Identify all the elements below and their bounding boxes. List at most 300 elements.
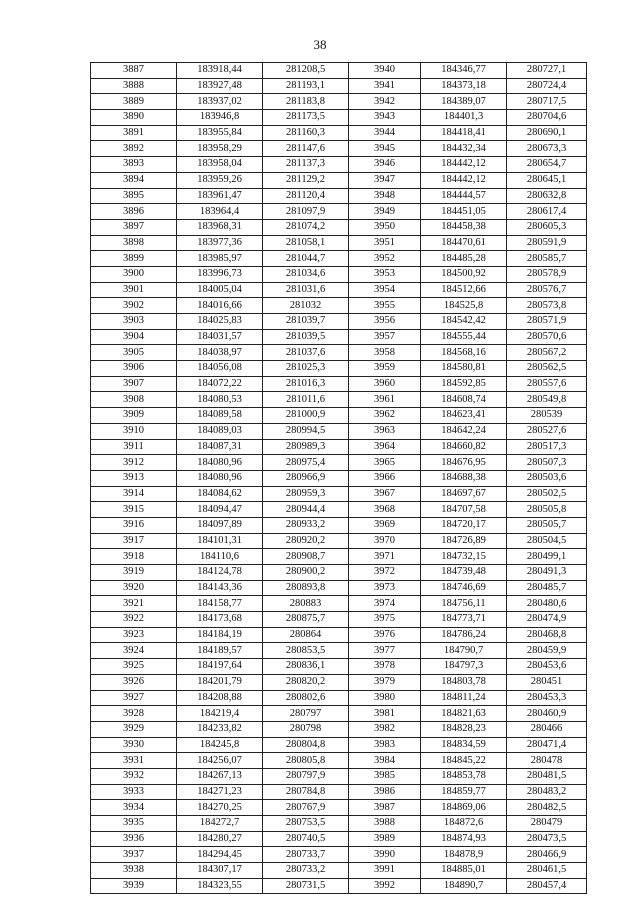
table-row <box>91 78 587 94</box>
x-coordinate-left: 184056,08 <box>177 361 263 377</box>
table-row <box>91 784 587 800</box>
y-coordinate-right: 280507,3 <box>507 455 587 471</box>
point-number-left: 3936 <box>91 831 177 847</box>
x-coordinate-left: 184025,83 <box>177 314 263 330</box>
table-row <box>91 612 587 628</box>
x-coordinate-left: 184097,89 <box>177 517 263 533</box>
x-coordinate-right: 184418,41 <box>421 125 507 141</box>
point-number-left: 3896 <box>91 204 177 220</box>
x-coordinate-right: 184707,58 <box>421 502 507 518</box>
y-coordinate-right: 280591,9 <box>507 235 587 251</box>
point-number-left: 3909 <box>91 408 177 424</box>
table-row <box>91 847 587 863</box>
x-coordinate-left: 183977,36 <box>177 235 263 251</box>
table-row <box>91 141 587 157</box>
x-coordinate-left: 184184,19 <box>177 627 263 643</box>
point-number-left: 3889 <box>91 94 177 110</box>
x-coordinate-right: 184470,61 <box>421 235 507 251</box>
x-coordinate-right: 184442,12 <box>421 157 507 173</box>
table-row <box>91 627 587 643</box>
y-coordinate-left: 281183,8 <box>263 94 349 110</box>
table-row <box>91 345 587 361</box>
x-coordinate-right: 184874,93 <box>421 831 507 847</box>
x-coordinate-left: 184089,03 <box>177 423 263 439</box>
point-number-right: 3948 <box>349 188 421 204</box>
point-number-left: 3897 <box>91 219 177 235</box>
point-number-left: 3917 <box>91 533 177 549</box>
table-row <box>91 298 587 314</box>
point-number-right: 3955 <box>349 298 421 314</box>
point-number-right: 3976 <box>349 627 421 643</box>
x-coordinate-right: 184828,23 <box>421 721 507 737</box>
y-coordinate-right: 280466 <box>507 721 587 737</box>
table-row <box>91 596 587 612</box>
x-coordinate-right: 184797,3 <box>421 659 507 675</box>
y-coordinate-left: 280989,3 <box>263 439 349 455</box>
table-row <box>91 721 587 737</box>
y-coordinate-left: 280767,9 <box>263 800 349 816</box>
x-coordinate-left: 184233,82 <box>177 721 263 737</box>
x-coordinate-left: 184143,36 <box>177 580 263 596</box>
x-coordinate-right: 184811,24 <box>421 690 507 706</box>
point-number-left: 3888 <box>91 78 177 94</box>
y-coordinate-right: 280474,9 <box>507 612 587 628</box>
table-row <box>91 878 587 894</box>
point-number-left: 3930 <box>91 737 177 753</box>
x-coordinate-right: 184444,57 <box>421 188 507 204</box>
y-coordinate-right: 280453,6 <box>507 659 587 675</box>
point-number-left: 3937 <box>91 847 177 863</box>
point-number-left: 3934 <box>91 800 177 816</box>
point-number-right: 3950 <box>349 219 421 235</box>
y-coordinate-left: 281034,6 <box>263 266 349 282</box>
y-coordinate-left: 280875,7 <box>263 612 349 628</box>
y-coordinate-right: 280539 <box>507 408 587 424</box>
x-coordinate-left: 184038,97 <box>177 345 263 361</box>
y-coordinate-right: 280562,5 <box>507 361 587 377</box>
point-number-right: 3980 <box>349 690 421 706</box>
y-coordinate-right: 280570,6 <box>507 329 587 345</box>
y-coordinate-left: 280933,2 <box>263 517 349 533</box>
x-coordinate-left: 184094,47 <box>177 502 263 518</box>
x-coordinate-right: 184608,74 <box>421 392 507 408</box>
y-coordinate-left: 280804,8 <box>263 737 349 753</box>
table-row <box>91 753 587 769</box>
table-row <box>91 502 587 518</box>
coordinates-table-body <box>91 63 587 894</box>
point-number-right: 3965 <box>349 455 421 471</box>
table-row <box>91 643 587 659</box>
x-coordinate-right: 184756,11 <box>421 596 507 612</box>
y-coordinate-right: 280654,7 <box>507 157 587 173</box>
point-number-right: 3940 <box>349 63 421 79</box>
point-number-right: 3949 <box>349 204 421 220</box>
y-coordinate-left: 281173,5 <box>263 110 349 126</box>
y-coordinate-right: 280478 <box>507 753 587 769</box>
y-coordinate-left: 280733,7 <box>263 847 349 863</box>
point-number-left: 3898 <box>91 235 177 251</box>
point-number-left: 3902 <box>91 298 177 314</box>
y-coordinate-left: 281193,1 <box>263 78 349 94</box>
x-coordinate-right: 184739,48 <box>421 565 507 581</box>
x-coordinate-left: 183985,97 <box>177 251 263 267</box>
y-coordinate-left: 280797,9 <box>263 768 349 784</box>
table-row <box>91 376 587 392</box>
y-coordinate-right: 280461,5 <box>507 863 587 879</box>
point-number-right: 3992 <box>349 878 421 894</box>
x-coordinate-left: 183959,26 <box>177 172 263 188</box>
table-row <box>91 863 587 879</box>
table-row <box>91 831 587 847</box>
point-number-right: 3988 <box>349 816 421 832</box>
y-coordinate-left: 281039,5 <box>263 329 349 345</box>
x-coordinate-left: 184197,64 <box>177 659 263 675</box>
point-number-right: 3975 <box>349 612 421 628</box>
table-row <box>91 423 587 439</box>
table-row <box>91 816 587 832</box>
y-coordinate-left: 281039,7 <box>263 314 349 330</box>
x-coordinate-left: 184110,6 <box>177 549 263 565</box>
y-coordinate-left: 280864 <box>263 627 349 643</box>
y-coordinate-right: 280482,5 <box>507 800 587 816</box>
y-coordinate-right: 280468,8 <box>507 627 587 643</box>
point-number-right: 3941 <box>349 78 421 94</box>
y-coordinate-right: 280573,8 <box>507 298 587 314</box>
point-number-right: 3962 <box>349 408 421 424</box>
x-coordinate-left: 184256,07 <box>177 753 263 769</box>
point-number-left: 3921 <box>91 596 177 612</box>
y-coordinate-left: 281000,9 <box>263 408 349 424</box>
y-coordinate-right: 280576,7 <box>507 282 587 298</box>
y-coordinate-right: 280557,6 <box>507 376 587 392</box>
y-coordinate-left: 280798 <box>263 721 349 737</box>
y-coordinate-left: 281074,2 <box>263 219 349 235</box>
table-row <box>91 251 587 267</box>
x-coordinate-left: 183918,44 <box>177 63 263 79</box>
x-coordinate-right: 184786,24 <box>421 627 507 643</box>
x-coordinate-left: 183955,84 <box>177 125 263 141</box>
x-coordinate-left: 184272,7 <box>177 816 263 832</box>
y-coordinate-right: 280480,6 <box>507 596 587 612</box>
x-coordinate-right: 184442,12 <box>421 172 507 188</box>
y-coordinate-left: 281160,3 <box>263 125 349 141</box>
table-row <box>91 110 587 126</box>
y-coordinate-left: 281208,5 <box>263 63 349 79</box>
y-coordinate-left: 280740,5 <box>263 831 349 847</box>
x-coordinate-right: 184568,16 <box>421 345 507 361</box>
x-coordinate-right: 184773,71 <box>421 612 507 628</box>
point-number-right: 3972 <box>349 565 421 581</box>
x-coordinate-left: 184080,53 <box>177 392 263 408</box>
table-row <box>91 674 587 690</box>
table-row <box>91 706 587 722</box>
table-row <box>91 470 587 486</box>
x-coordinate-right: 184859,77 <box>421 784 507 800</box>
point-number-left: 3899 <box>91 251 177 267</box>
x-coordinate-left: 184267,13 <box>177 768 263 784</box>
page-number: 38 <box>313 37 327 52</box>
point-number-right: 3953 <box>349 266 421 282</box>
table-row <box>91 690 587 706</box>
point-number-left: 3916 <box>91 517 177 533</box>
point-number-right: 3979 <box>349 674 421 690</box>
table-row <box>91 392 587 408</box>
point-number-left: 3935 <box>91 816 177 832</box>
x-coordinate-right: 184623,41 <box>421 408 507 424</box>
point-number-right: 3969 <box>349 517 421 533</box>
point-number-right: 3974 <box>349 596 421 612</box>
table-row <box>91 439 587 455</box>
y-coordinate-left: 280836,1 <box>263 659 349 675</box>
x-coordinate-left: 184173,68 <box>177 612 263 628</box>
x-coordinate-left: 184219,4 <box>177 706 263 722</box>
y-coordinate-left: 280805,8 <box>263 753 349 769</box>
y-coordinate-left: 280944,4 <box>263 502 349 518</box>
x-coordinate-left: 184189,57 <box>177 643 263 659</box>
table-row <box>91 235 587 251</box>
y-coordinate-right: 280505,7 <box>507 517 587 533</box>
x-coordinate-left: 183958,04 <box>177 157 263 173</box>
table-row <box>91 800 587 816</box>
x-coordinate-left: 183937,02 <box>177 94 263 110</box>
y-coordinate-right: 280632,8 <box>507 188 587 204</box>
point-number-right: 3984 <box>349 753 421 769</box>
y-coordinate-right: 280479 <box>507 816 587 832</box>
x-coordinate-right: 184890,7 <box>421 878 507 894</box>
point-number-right: 3945 <box>349 141 421 157</box>
y-coordinate-left: 281058,1 <box>263 235 349 251</box>
y-coordinate-right: 280617,4 <box>507 204 587 220</box>
x-coordinate-left: 184307,17 <box>177 863 263 879</box>
x-coordinate-left: 183968,31 <box>177 219 263 235</box>
table-row <box>91 282 587 298</box>
point-number-right: 3959 <box>349 361 421 377</box>
point-number-right: 3985 <box>349 768 421 784</box>
y-coordinate-left: 280753,5 <box>263 816 349 832</box>
x-coordinate-left: 184084,62 <box>177 486 263 502</box>
y-coordinate-right: 280571,9 <box>507 314 587 330</box>
y-coordinate-left: 280975,4 <box>263 455 349 471</box>
y-coordinate-left: 280853,5 <box>263 643 349 659</box>
x-coordinate-left: 184089,58 <box>177 408 263 424</box>
y-coordinate-right: 280451 <box>507 674 587 690</box>
x-coordinate-right: 184525,8 <box>421 298 507 314</box>
point-number-right: 3977 <box>349 643 421 659</box>
point-number-right: 3967 <box>349 486 421 502</box>
x-coordinate-left: 184270,25 <box>177 800 263 816</box>
y-coordinate-right: 280504,5 <box>507 533 587 549</box>
y-coordinate-left: 281031,6 <box>263 282 349 298</box>
table-row <box>91 188 587 204</box>
point-number-right: 3964 <box>349 439 421 455</box>
y-coordinate-left: 281120,4 <box>263 188 349 204</box>
point-number-left: 3887 <box>91 63 177 79</box>
x-coordinate-right: 184555,44 <box>421 329 507 345</box>
point-number-right: 3952 <box>349 251 421 267</box>
x-coordinate-left: 184201,79 <box>177 674 263 690</box>
y-coordinate-right: 280485,7 <box>507 580 587 596</box>
y-coordinate-right: 280549,8 <box>507 392 587 408</box>
x-coordinate-right: 184872,6 <box>421 816 507 832</box>
y-coordinate-left: 281147,6 <box>263 141 349 157</box>
point-number-right: 3951 <box>349 235 421 251</box>
x-coordinate-right: 184592,85 <box>421 376 507 392</box>
point-number-left: 3904 <box>91 329 177 345</box>
table-row <box>91 204 587 220</box>
y-coordinate-left: 280994,5 <box>263 423 349 439</box>
point-number-right: 3991 <box>349 863 421 879</box>
x-coordinate-right: 184878,9 <box>421 847 507 863</box>
x-coordinate-right: 184790,7 <box>421 643 507 659</box>
table-row <box>91 408 587 424</box>
y-coordinate-right: 280724,4 <box>507 78 587 94</box>
table-row <box>91 737 587 753</box>
x-coordinate-right: 184451,05 <box>421 204 507 220</box>
y-coordinate-right: 280527,6 <box>507 423 587 439</box>
table-row <box>91 659 587 675</box>
point-number-right: 3961 <box>349 392 421 408</box>
point-number-right: 3983 <box>349 737 421 753</box>
point-number-right: 3971 <box>349 549 421 565</box>
x-coordinate-right: 184869,06 <box>421 800 507 816</box>
x-coordinate-right: 184660,82 <box>421 439 507 455</box>
point-number-right: 3954 <box>349 282 421 298</box>
x-coordinate-left: 184016,66 <box>177 298 263 314</box>
point-number-left: 3933 <box>91 784 177 800</box>
point-number-right: 3987 <box>349 800 421 816</box>
x-coordinate-right: 184803,78 <box>421 674 507 690</box>
y-coordinate-right: 280585,7 <box>507 251 587 267</box>
point-number-right: 3963 <box>349 423 421 439</box>
point-number-left: 3901 <box>91 282 177 298</box>
y-coordinate-left: 281129,2 <box>263 172 349 188</box>
y-coordinate-right: 280605,3 <box>507 219 587 235</box>
table-row <box>91 768 587 784</box>
point-number-left: 3895 <box>91 188 177 204</box>
x-coordinate-left: 183961,47 <box>177 188 263 204</box>
x-coordinate-right: 184485,28 <box>421 251 507 267</box>
table-row <box>91 266 587 282</box>
point-number-left: 3892 <box>91 141 177 157</box>
y-coordinate-left: 280784,8 <box>263 784 349 800</box>
x-coordinate-left: 183927,48 <box>177 78 263 94</box>
x-coordinate-right: 184697,67 <box>421 486 507 502</box>
point-number-left: 3932 <box>91 768 177 784</box>
point-number-left: 3914 <box>91 486 177 502</box>
x-coordinate-left: 184208,88 <box>177 690 263 706</box>
y-coordinate-left: 281032 <box>263 298 349 314</box>
point-number-left: 3918 <box>91 549 177 565</box>
y-coordinate-right: 280505,8 <box>507 502 587 518</box>
x-coordinate-right: 184821,63 <box>421 706 507 722</box>
x-coordinate-left: 184245,8 <box>177 737 263 753</box>
y-coordinate-left: 280893,8 <box>263 580 349 596</box>
y-coordinate-left: 280920,2 <box>263 533 349 549</box>
point-number-left: 3905 <box>91 345 177 361</box>
y-coordinate-right: 280578,9 <box>507 266 587 282</box>
x-coordinate-left: 183996,73 <box>177 266 263 282</box>
point-number-right: 3946 <box>349 157 421 173</box>
table-row <box>91 565 587 581</box>
x-coordinate-left: 184294,45 <box>177 847 263 863</box>
table-row <box>91 94 587 110</box>
point-number-right: 3982 <box>349 721 421 737</box>
x-coordinate-right: 184732,15 <box>421 549 507 565</box>
x-coordinate-right: 184885,01 <box>421 863 507 879</box>
y-coordinate-right: 280690,1 <box>507 125 587 141</box>
table-row <box>91 486 587 502</box>
table-row <box>91 580 587 596</box>
point-number-right: 3966 <box>349 470 421 486</box>
y-coordinate-left: 280908,7 <box>263 549 349 565</box>
x-coordinate-left: 184124,78 <box>177 565 263 581</box>
x-coordinate-right: 184676,95 <box>421 455 507 471</box>
point-number-left: 3890 <box>91 110 177 126</box>
x-coordinate-right: 184845,22 <box>421 753 507 769</box>
point-number-left: 3900 <box>91 266 177 282</box>
point-number-left: 3931 <box>91 753 177 769</box>
point-number-right: 3947 <box>349 172 421 188</box>
y-coordinate-right: 280473,5 <box>507 831 587 847</box>
x-coordinate-left: 184072,22 <box>177 376 263 392</box>
point-number-left: 3913 <box>91 470 177 486</box>
point-number-right: 3978 <box>349 659 421 675</box>
x-coordinate-left: 184031,57 <box>177 329 263 345</box>
x-coordinate-left: 184271,23 <box>177 784 263 800</box>
x-coordinate-right: 184389,07 <box>421 94 507 110</box>
y-coordinate-right: 280457,4 <box>507 878 587 894</box>
y-coordinate-right: 280481,5 <box>507 768 587 784</box>
point-number-left: 3927 <box>91 690 177 706</box>
x-coordinate-right: 184373,18 <box>421 78 507 94</box>
x-coordinate-left: 184080,96 <box>177 455 263 471</box>
y-coordinate-right: 280459,9 <box>507 643 587 659</box>
x-coordinate-right: 184500,92 <box>421 266 507 282</box>
x-coordinate-left: 183958,29 <box>177 141 263 157</box>
x-coordinate-right: 184401,3 <box>421 110 507 126</box>
point-number-left: 3911 <box>91 439 177 455</box>
y-coordinate-left: 280731,5 <box>263 878 349 894</box>
table-row <box>91 549 587 565</box>
y-coordinate-left: 280883 <box>263 596 349 612</box>
y-coordinate-left: 280802,6 <box>263 690 349 706</box>
y-coordinate-right: 280517,3 <box>507 439 587 455</box>
x-coordinate-right: 184720,17 <box>421 517 507 533</box>
point-number-right: 3973 <box>349 580 421 596</box>
point-number-left: 3939 <box>91 878 177 894</box>
point-number-right: 3942 <box>349 94 421 110</box>
y-coordinate-right: 280717,5 <box>507 94 587 110</box>
point-number-left: 3894 <box>91 172 177 188</box>
y-coordinate-left: 281097,9 <box>263 204 349 220</box>
table-row <box>91 517 587 533</box>
y-coordinate-right: 280704,6 <box>507 110 587 126</box>
table-row <box>91 125 587 141</box>
point-number-left: 3938 <box>91 863 177 879</box>
y-coordinate-left: 281037,6 <box>263 345 349 361</box>
y-coordinate-left: 280959,3 <box>263 486 349 502</box>
x-coordinate-left: 184280,27 <box>177 831 263 847</box>
table-row <box>91 361 587 377</box>
table-row <box>91 172 587 188</box>
x-coordinate-right: 184580,81 <box>421 361 507 377</box>
table-row <box>91 157 587 173</box>
y-coordinate-right: 280502,5 <box>507 486 587 502</box>
y-coordinate-right: 280499,1 <box>507 549 587 565</box>
y-coordinate-left: 281011,6 <box>263 392 349 408</box>
x-coordinate-left: 183964,4 <box>177 204 263 220</box>
point-number-right: 3960 <box>349 376 421 392</box>
